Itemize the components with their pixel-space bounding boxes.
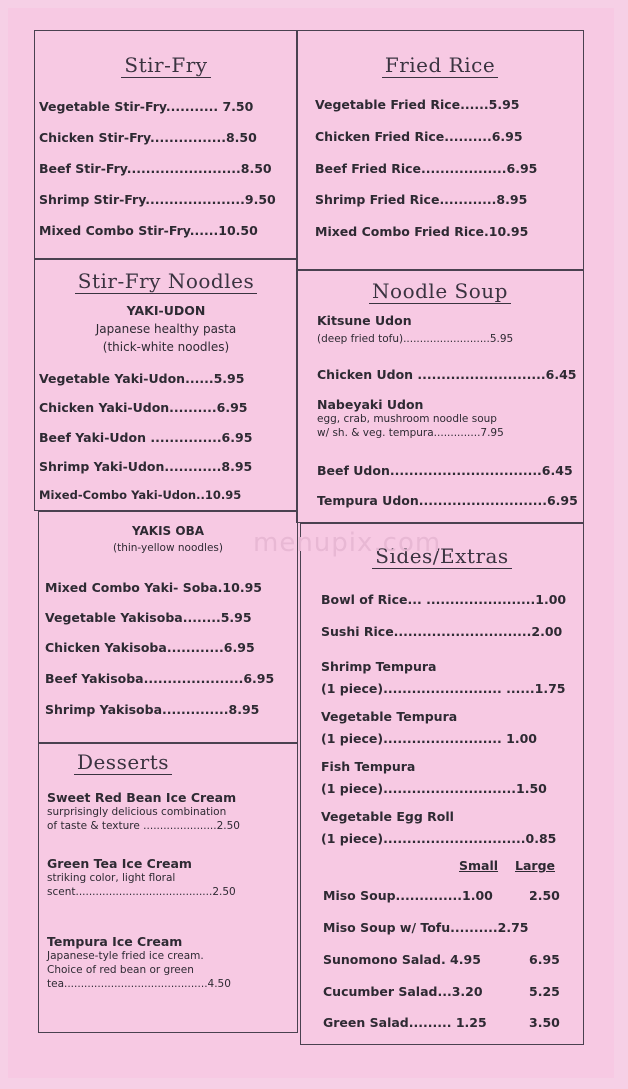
noodle-soup-section — [296, 270, 584, 523]
menu-item: Nabeyaki Udon egg, crab, mushroom noodle soup w/ sh. & veg. tempura..............7.95 — [317, 397, 504, 439]
price-large: 3.50 — [529, 1015, 560, 1030]
stir-fry-section — [34, 30, 298, 260]
sides-extras-section — [300, 523, 584, 1045]
menu-item: Kitsune Udon (deep fried tofu)..........................5.95 — [317, 313, 514, 345]
menu-item: Tempura Ice Cream Japanese-tyle fried ice cream. Choice of red bean or green tea...........................................4.50 — [47, 934, 231, 990]
menu-item: Beef Fried Rice..................6.95 — [315, 161, 538, 176]
description: (thick-white noodles) — [102, 340, 230, 354]
menu-item: Chicken Fried Rice..........6.95 — [315, 129, 523, 144]
menu-item: Shrimp Yaki-Udon............8.95 — [39, 459, 253, 474]
menu-item: Miso Soup..............1.00 — [323, 888, 493, 903]
menu-item: Fish Tempura (1 piece)............................1.50 — [321, 759, 547, 796]
menu-item: Tempura Udon...........................6.95 — [317, 493, 578, 508]
price-large: 2.50 — [529, 888, 560, 903]
menu-item: Mixed-Combo Yaki-Udon..10.95 — [39, 488, 242, 502]
menu-item: Chicken Stir-Fry................8.50 — [39, 130, 257, 145]
menu-item: Vegetable Stir-Fry........... 7.50 — [39, 99, 254, 114]
desserts-section — [38, 743, 298, 1033]
section-title: Fried Rice — [297, 53, 583, 77]
menu-item: Chicken Yakisoba............6.95 — [45, 640, 255, 655]
subheading: YAKI-UDON — [126, 303, 206, 318]
stir-fry-noodles-section — [34, 258, 298, 511]
subheading: YAKIS OBA — [131, 524, 205, 538]
menu-item: Bowl of Rice... .......................1.00 — [321, 592, 567, 607]
column-header-large: Large — [515, 858, 555, 873]
price-large: 5.25 — [529, 984, 560, 999]
menu-item: Vegetable Fried Rice......5.95 — [315, 97, 520, 112]
menu-page — [8, 8, 614, 1078]
menu-item: Sunomono Salad. 4.95 — [323, 952, 481, 967]
watermark: menupix.com — [253, 528, 442, 558]
section-title: Stir-Fry Noodles — [35, 269, 297, 293]
menu-item: Green Salad......... 1.25 — [323, 1015, 487, 1030]
menu-item: Mixed Combo Yaki- Soba.10.95 — [45, 580, 262, 595]
menu-item: Beef Yakisoba.....................6.95 — [45, 671, 275, 686]
menu-item: Shrimp Stir-Fry.....................9.50 — [39, 192, 276, 207]
menu-item: Vegetable Egg Roll (1 piece)..............................0.85 — [321, 809, 557, 846]
menu-item: Vegetable Yaki-Udon......5.95 — [39, 371, 245, 386]
section-title: Sides/Extras — [301, 544, 583, 568]
menu-item: Mixed Combo Stir-Fry......10.50 — [39, 223, 258, 238]
menu-item: Beef Stir-Fry........................8.50 — [39, 161, 272, 176]
menu-item: Shrimp Yakisoba..............8.95 — [45, 702, 260, 717]
description: Japanese healthy pasta — [95, 322, 237, 336]
menu-item: Beef Udon................................6.45 — [317, 463, 573, 478]
column-header-small: Small — [459, 858, 499, 873]
menu-item: Miso Soup w/ Tofu..........2.75 — [323, 920, 529, 935]
menu-item: Mixed Combo Fried Rice.10.95 — [315, 224, 529, 239]
menu-item: Sushi Rice.............................2.00 — [321, 624, 563, 639]
menu-item: Cucumber Salad...3.20 — [323, 984, 483, 999]
menu-item: Green Tea Ice Cream striking color, light floral scent.........................................2.50 — [47, 856, 236, 898]
menu-item: Shrimp Fried Rice............8.95 — [315, 192, 528, 207]
menu-item: Sweet Red Bean Ice Cream surprisingly delicious combination of taste & texture ......................2.50 — [47, 790, 240, 832]
section-title: Stir-Fry — [35, 53, 297, 77]
menu-item: Chicken Udon ...........................6.45 — [317, 367, 577, 382]
section-title: Noodle Soup — [297, 279, 583, 303]
menu-item: Beef Yaki-Udon ...............6.95 — [39, 430, 253, 445]
menu-item: Shrimp Tempura (1 piece)......................... ......1.75 — [321, 659, 566, 696]
section-title: Desserts — [0, 750, 297, 774]
price-large: 6.95 — [529, 952, 560, 967]
menu-item: Chicken Yaki-Udon..........6.95 — [39, 400, 248, 415]
fried-rice-section — [296, 30, 584, 270]
description: (thin-yellow noodles) — [112, 542, 223, 554]
menu-item: Vegetable Yakisoba........5.95 — [45, 610, 252, 625]
menu-item: Vegetable Tempura (1 piece)......................... 1.00 — [321, 709, 537, 746]
